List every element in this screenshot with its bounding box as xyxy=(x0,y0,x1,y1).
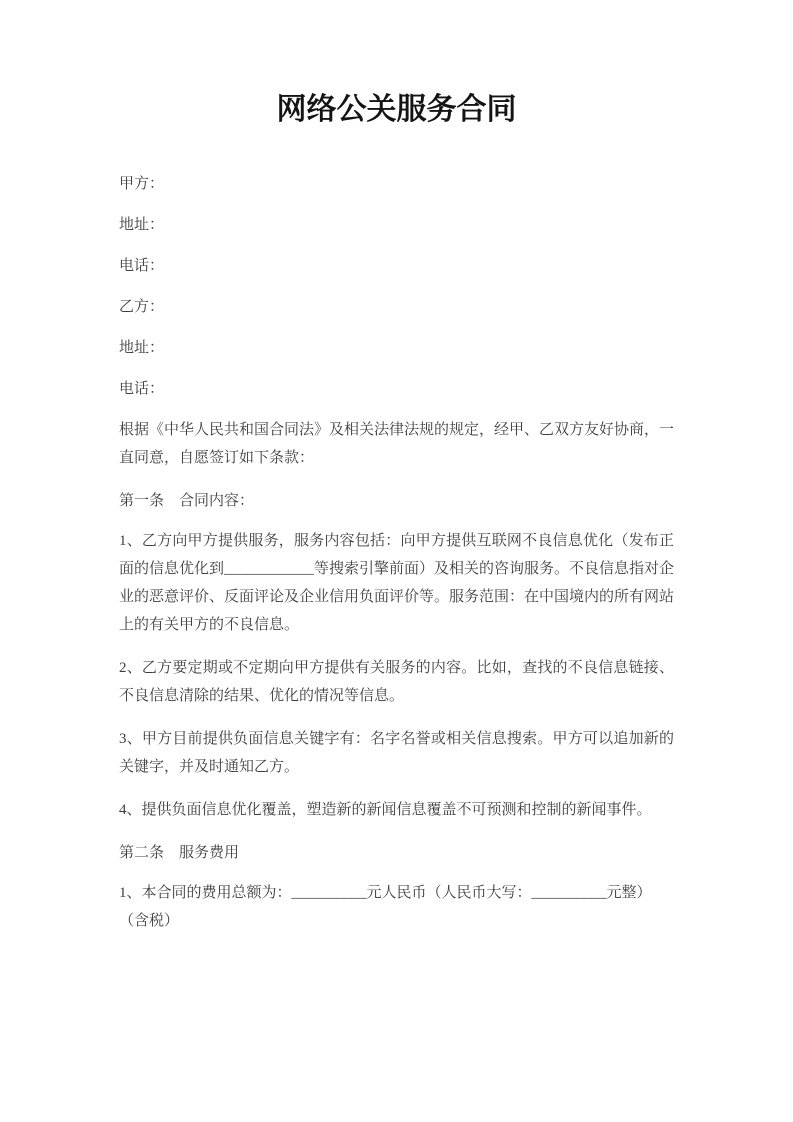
section-1-clause-3: 3、甲方目前提供负面信息关键字有：名字名誉或相关信息搜索。甲方可以追加新的关键字，并及时通知乙方。 xyxy=(119,731,674,775)
fee-clause-line-1: 1、本合同的费用总额为：__________元人民币（人民币大写：__________元整） xyxy=(119,885,652,901)
section-1-clause-1: 1、乙方向甲方提供服务，服务内容包括：向甲方提供互联网不良信息优化（发布正面的信息优化到____________等搜索引擎前面）及相关的咨询服务。不良信息指对企业的恶意评价、反面评论及企业信用负面评价等。服务范围：在中国境内的所有网站上的有关甲方的不良信息。 xyxy=(119,533,675,633)
party-a-name-field: 甲方： xyxy=(119,176,165,192)
party-b-address-field: 地址： xyxy=(119,340,165,356)
party-a-address-field: 地址： xyxy=(119,217,165,233)
section-2-fee-clause xyxy=(119,879,674,935)
section-2-heading: 第二条 服务费用 xyxy=(119,845,240,861)
document-title: 网络公关服务合同 xyxy=(276,93,517,126)
fee-clause-line-2: （含税） xyxy=(119,913,180,929)
section-1-heading: 第一条 合同内容： xyxy=(119,493,255,509)
party-b-name-field: 乙方： xyxy=(119,299,165,315)
party-b-phone-field: 电话： xyxy=(119,381,165,397)
preamble-paragraph: 根据《中华人民共和国合同法》及相关法律法规的规定，经甲、乙双方友好协商，一直同意，自愿签订如下条款： xyxy=(119,422,675,466)
party-a-phone-field: 电话： xyxy=(119,258,165,274)
section-1-clause-2: 2、乙方要定期或不定期向甲方提供有关服务的内容。比如，查找的不良信息链接、不良信息清除的结果、优化的情况等信息。 xyxy=(119,660,674,704)
section-1-clause-4: 4、提供负面信息优化覆盖，塑造新的新闻信息覆盖不可预测和控制的新闻事件。 xyxy=(119,802,652,818)
